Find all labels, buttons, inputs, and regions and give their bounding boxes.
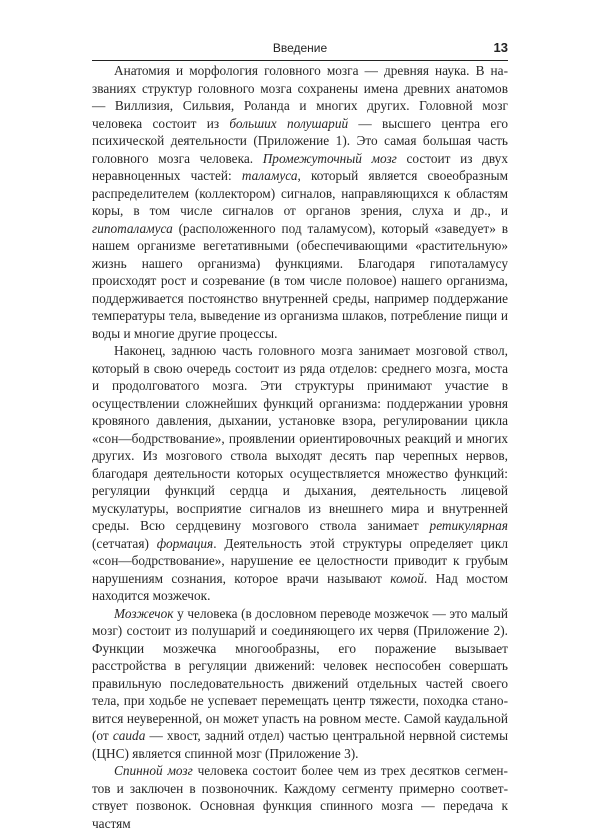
text-run: (сетчатая) xyxy=(92,535,157,551)
italic-term: cauda xyxy=(112,728,146,743)
italic-term: Спинной мозг xyxy=(114,763,193,778)
paragraph xyxy=(92,62,508,342)
italic-term: таламуса xyxy=(241,168,298,183)
text-run: . Деятельность этой структуры определяет цикл «сон—бодрствование», нарушение ее целостности приводит к грубым нарушениям сознания, которое врачи называют xyxy=(92,535,508,586)
paragraph xyxy=(92,605,508,763)
body-text xyxy=(92,62,508,832)
text-run: человека состоит более чем из трех десятков сегментов и заключен в позвоночник. Каждому сегменту примерно соответствует позвонок. Основная функция спинного мозга — передача к частям xyxy=(92,763,508,831)
running-header xyxy=(92,40,508,61)
text-run: , который является своеобразным распределителем (коллектором) сигналов, направляющихся к областям коры, в том числе сигналов от органов зрения, слуха и др., и xyxy=(92,168,508,218)
italic-term: Мозжечок xyxy=(114,605,174,621)
chapter-title: Введение xyxy=(272,41,328,55)
italic-term: комой xyxy=(390,570,424,586)
text-run: . Над мостом находится мозжечок. xyxy=(92,570,508,603)
italic-term: Промежуточный мозг xyxy=(262,150,397,166)
text-run: Анатомия и морфология головного мозга — древняя наука. В названиях структур головного мозга сохранены имена древних анатомов — Виллизия, Сильвия, Роланда и многих других. Головной мозг человека состоит из xyxy=(92,63,508,131)
page-number: 13 xyxy=(493,40,508,55)
text-run: состоит из двух неравноценных частей: xyxy=(92,150,508,183)
text-run: — хвост, задний отдел) частью центральной нервной системы (ЦНС) является спинной мозг (Приложение 3). xyxy=(92,728,508,761)
italic-term: гипоталамуса xyxy=(92,220,173,236)
italic-term: ретикулярная xyxy=(429,518,508,533)
italic-term: больших полушарий xyxy=(229,115,349,131)
text-run: у человека (в дословном переводе мозжечок — это малый мозг) состоит из полушарий и соединяющего их червя (Приложение 2). Функции мозжечка многообразны, его поражение вызывает расстройства в регуляции движений: человек неспособен совершать правильную последовательность движений отдельных частей своего тела, при ходьбе не успевает перемещать центр тяжести, походка становится неуверенной, он может упасть на ровном месте. Самой каудальной (от xyxy=(92,605,508,743)
paragraph xyxy=(92,762,508,832)
italic-term: формация xyxy=(156,535,214,551)
text-run: (расположенного под таламусом), который «заведует» в нашем организме вегетативными (обеспечивающими «растительную» жизнь нашего организма) функциями. Благодаря гипоталамусу происходят рост и созревание (в том числе половое) нашего организма, поддерживается постоянство внутренней среды, например поддержание температуры тела, выведение из организма шлаков, потребление пищи и воды и многие другие процессы. xyxy=(92,220,508,341)
text-run: Наконец, заднюю часть головного мозга занимает мозговой ствол, который в свою очередь состоит из ряда отделов: среднего мозга, моста и продолговатого мозга. Эти структуры принимают участие в осуществлении сложнейших функций организма: поддержании уровня кровяного давления, дыхании, установке взора, регулировании цикла «сон—бодрствование», проявлении ориентировочных реакций и многих других. Из мозгового ствола выходят десять пар черепных нервов, благодаря деятельности которых осуществляется множество функций: регуляции функций сердца и дыхания, деятельность лицевой мускулатуры, восприятие сигналов из внешнего мира и внутренней среды. Всю сердцевину мозгового ствола занимает xyxy=(92,343,508,533)
paragraph xyxy=(92,342,508,605)
text-run: — высшего центра его психической деятельности (Приложение 1). Это самая большая часть головного мозга человека. xyxy=(92,115,508,166)
